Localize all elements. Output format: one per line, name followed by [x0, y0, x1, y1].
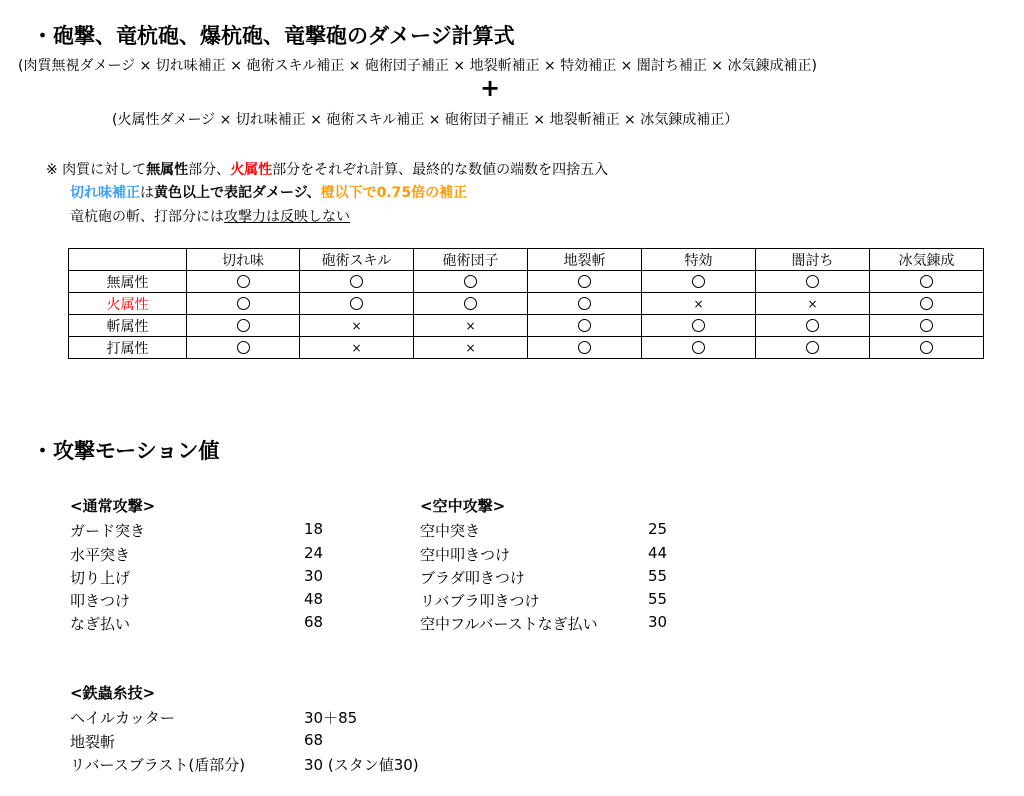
move-name: ガード突き — [70, 522, 146, 540]
circle-mark — [578, 297, 591, 310]
table-header-cell: 砲術スキル — [300, 249, 414, 271]
mark-cell — [528, 293, 642, 315]
mark-cell — [870, 271, 984, 293]
circle-mark — [237, 341, 250, 354]
mark-cell — [642, 293, 756, 315]
mark-cell — [300, 337, 414, 359]
mark-cell — [528, 337, 642, 359]
mark-cell — [187, 337, 300, 359]
table-header-cell: 特効 — [642, 249, 756, 271]
section-title-motion-values: ・攻撃モーション値 — [32, 439, 220, 463]
section-title-formula: ・砲撃、竜杭砲、爆杭砲、竜撃砲のダメージ計算式 — [32, 24, 515, 48]
circle-mark — [806, 341, 819, 354]
note-fire: 火属性 — [230, 162, 273, 178]
circle-mark — [692, 319, 705, 332]
move-value: 68 — [304, 731, 324, 749]
silkbind-heading: <鉄蟲糸技> — [70, 684, 156, 702]
table-header-cell: 切れ味 — [187, 249, 300, 271]
move-value: 30 — [304, 567, 324, 585]
mark-cell — [300, 271, 414, 293]
mark-cell — [414, 293, 528, 315]
mark-cell — [756, 271, 870, 293]
note-text: ※ 肉質に対して — [46, 162, 147, 178]
circle-mark — [920, 275, 933, 288]
move-value: 30 (スタン値30) — [304, 756, 419, 774]
table-header-cell: 砲術団子 — [414, 249, 528, 271]
circle-mark — [578, 275, 591, 288]
mark-cell — [528, 315, 642, 337]
table-header-row — [69, 249, 984, 271]
move-value: 48 — [304, 590, 324, 608]
mark-cell — [642, 337, 756, 359]
note-line-1 — [46, 159, 608, 179]
table-header-cell: 冰気錬成 — [870, 249, 984, 271]
mark-cell — [756, 337, 870, 359]
mark-cell — [300, 315, 414, 337]
cross-mark: × — [351, 318, 362, 333]
move-value: 55 — [648, 567, 668, 585]
cross-mark: × — [465, 318, 476, 333]
table-corner-cell — [69, 249, 187, 271]
circle-mark — [920, 319, 933, 332]
note-text: は — [140, 185, 154, 201]
move-name: 空中突き — [420, 522, 481, 540]
row-label: 斬属性 — [69, 315, 187, 337]
circle-mark — [237, 297, 250, 310]
mark-cell — [870, 337, 984, 359]
circle-mark — [464, 275, 477, 288]
mark-cell — [414, 337, 528, 359]
note-line-2 — [70, 182, 467, 202]
move-name: 空中フルバーストなぎ払い — [420, 615, 598, 633]
mark-cell — [187, 271, 300, 293]
move-value: 68 — [304, 613, 324, 631]
row-label: 無属性 — [69, 271, 187, 293]
circle-mark — [578, 319, 591, 332]
move-value: 30 — [648, 613, 668, 631]
circle-mark — [237, 275, 250, 288]
circle-mark — [920, 341, 933, 354]
mark-cell — [756, 293, 870, 315]
table-row — [69, 293, 984, 315]
cross-mark: × — [351, 340, 362, 355]
move-name: 地裂斬 — [70, 733, 116, 751]
move-name: 空中叩きつけ — [420, 546, 511, 564]
move-name: ブラダ叩きつけ — [420, 569, 525, 587]
mark-cell — [414, 315, 528, 337]
formula-line-1: (肉質無視ダメージ × 切れ味補正 × 砲術スキル補正 × 砲術団子補正 × 地裂斬補正 × 特効補正 × 闇討ち補正 × 冰気錬成補正) — [18, 58, 817, 74]
mark-cell — [870, 315, 984, 337]
note-sharpness: 切れ味補正 — [70, 185, 140, 201]
mark-cell — [870, 293, 984, 315]
move-name: なぎ払い — [70, 615, 131, 633]
move-value: 25 — [648, 520, 668, 538]
circle-mark — [920, 297, 933, 310]
move-name: ヘイルカッター — [70, 709, 175, 727]
mark-cell — [300, 293, 414, 315]
circle-mark — [237, 319, 250, 332]
mark-cell — [642, 271, 756, 293]
mark-cell — [756, 315, 870, 337]
move-value: 18 — [304, 520, 324, 538]
formula-line-2: (火属性ダメージ × 切れ味補正 × 砲術スキル補正 × 砲術団子補正 × 地裂斬補正 × 冰気錬成補正） — [112, 112, 739, 128]
move-value: 55 — [648, 590, 668, 608]
move-name: 切り上げ — [70, 569, 131, 587]
circle-mark — [806, 319, 819, 332]
mark-cell — [187, 293, 300, 315]
table-row — [69, 271, 984, 293]
mark-cell — [187, 315, 300, 337]
cross-mark: × — [465, 340, 476, 355]
note-text: 部分、 — [188, 162, 231, 178]
note-line-3 — [70, 206, 350, 226]
note-yellow: 黄色以上で表記ダメージ、 — [154, 185, 321, 201]
note-underlined: 攻撃力は反映しない — [224, 209, 350, 225]
circle-mark — [692, 275, 705, 288]
row-label: 打属性 — [69, 337, 187, 359]
normal-attack-heading: <通常攻撃> — [70, 497, 156, 515]
aerial-attack-heading: <空中攻撃> — [420, 497, 506, 515]
cross-mark: × — [693, 296, 704, 311]
note-text: 竜杭砲の斬、打部分には — [70, 209, 224, 225]
table-header-cell: 闇討ち — [756, 249, 870, 271]
table-row — [69, 337, 984, 359]
circle-mark — [578, 341, 591, 354]
move-value: 30＋85 — [304, 709, 358, 727]
mark-cell — [528, 271, 642, 293]
cross-mark: × — [807, 296, 818, 311]
circle-mark — [692, 341, 705, 354]
row-label-fire: 火属性 — [69, 293, 187, 315]
note-neutral: 無属性 — [146, 162, 189, 178]
move-value: 44 — [648, 544, 668, 562]
mark-cell — [414, 271, 528, 293]
circle-mark — [350, 297, 363, 310]
table-row — [69, 315, 984, 337]
note-text: 部分をそれぞれ計算、最終的な数値の端数を四捨五入 — [272, 162, 609, 178]
plus-sign: + — [480, 74, 501, 102]
circle-mark — [350, 275, 363, 288]
note-orange: 橙以下で0.75倍の補正 — [320, 185, 468, 201]
circle-mark — [464, 297, 477, 310]
move-name: 叩きつけ — [70, 592, 131, 610]
move-name: 水平突き — [70, 546, 131, 564]
table-header-cell: 地裂斬 — [528, 249, 642, 271]
move-name: リバブラ叩きつけ — [420, 592, 540, 610]
circle-mark — [806, 275, 819, 288]
move-name: リバースブラスト(盾部分) — [70, 756, 246, 774]
modifier-table — [68, 248, 984, 359]
move-value: 24 — [304, 544, 324, 562]
mark-cell — [642, 315, 756, 337]
